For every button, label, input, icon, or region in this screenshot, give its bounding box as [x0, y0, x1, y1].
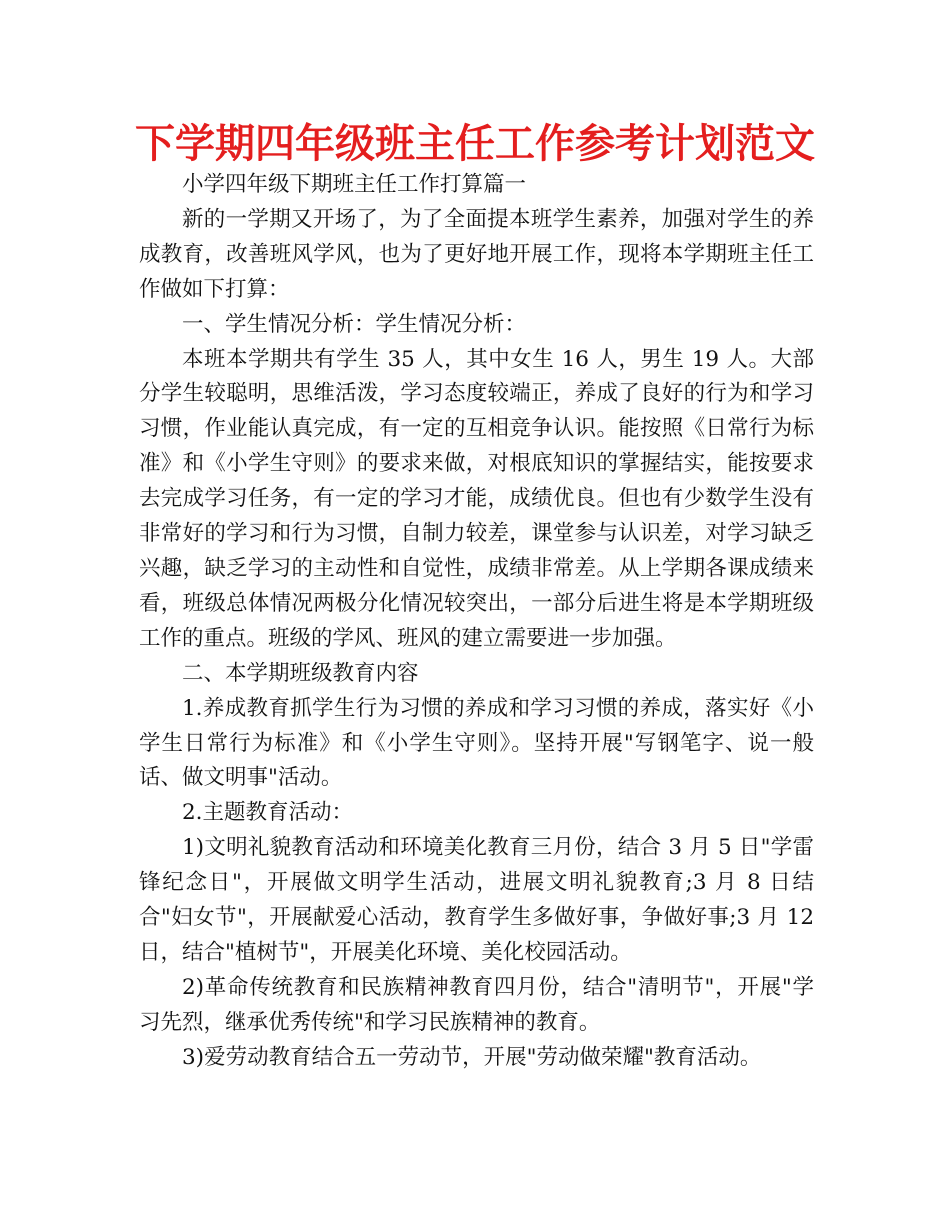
body-paragraph: 本班本学期共有学生 35 人，其中女生 16 人，男生 19 人。大部分学生较聪明，思维活泼，学习态度较端正，养成了良好的行为和学习习惯，作业能认真完成，有一定的互相竞争认识。能按照《日常行为标准》和《小学生守则》的要求来做，对根底知识的掌握结实，能按要求去完成学习任务，有一定的学习才能，成绩优良。但也有少数学生没有非常好的学习和行为习惯，自制力较差，课堂参与认识差，对学习缺乏兴趣，缺乏学习的主动性和自觉性，成绩非常差。从上学期各课成绩来看，班级总体情况两极分化情况较突出，一部分后进生将是本学期班级工作的重点。班级的学风、班风的建立需要进一步加强。 [139, 346, 814, 651]
section-heading: 二、本学期班级教育内容 [182, 660, 419, 686]
body-paragraph: 1.养成教育抓学生行为习惯的养成和学习习惯的养成，落实好《小学生日常行为标准》和《小学生守则》。坚持开展"写钢笔字、说一般话、做文明事"活动。 [139, 695, 814, 791]
body-paragraph: 2)革命传统教育和民族精神教育四月份，结合"清明节"，开展"学习先烈，继承优秀传统"和学习民族精神的教育。 [139, 974, 814, 1035]
section-heading: 小学四年级下期班主任工作打算篇一 [182, 172, 527, 197]
body-paragraph: 2.主题教育活动： [182, 800, 354, 826]
document-body [139, 168, 814, 1076]
document-title: 下学期四年级班主任工作参考计划范文 [135, 121, 815, 167]
body-paragraph: 3)爱劳动教育结合五一劳动节，开展"劳动做荣耀"教育活动。 [182, 1044, 762, 1070]
section-heading: 一、学生情况分析：学生情况分析： [182, 311, 527, 337]
body-paragraph: 1)文明礼貌教育活动和环境美化教育三月份，结合 3 月 5 日"学雷锋纪念日"，开展做文明学生活动，进展文明礼貌教育;3 月 8 日结合"妇女节"，开展献爱心活动，教育学生多做好事，争做好事;3 月 12 日，结合"植树节"，开展美化环境、美化校园活动。 [139, 835, 814, 965]
body-paragraph: 新的一学期又开场了，为了全面提本班学生素养，加强对学生的养成教育，改善班风学风，也为了更好地开展工作，现将本学期班主任工作做如下打算： [139, 206, 814, 302]
